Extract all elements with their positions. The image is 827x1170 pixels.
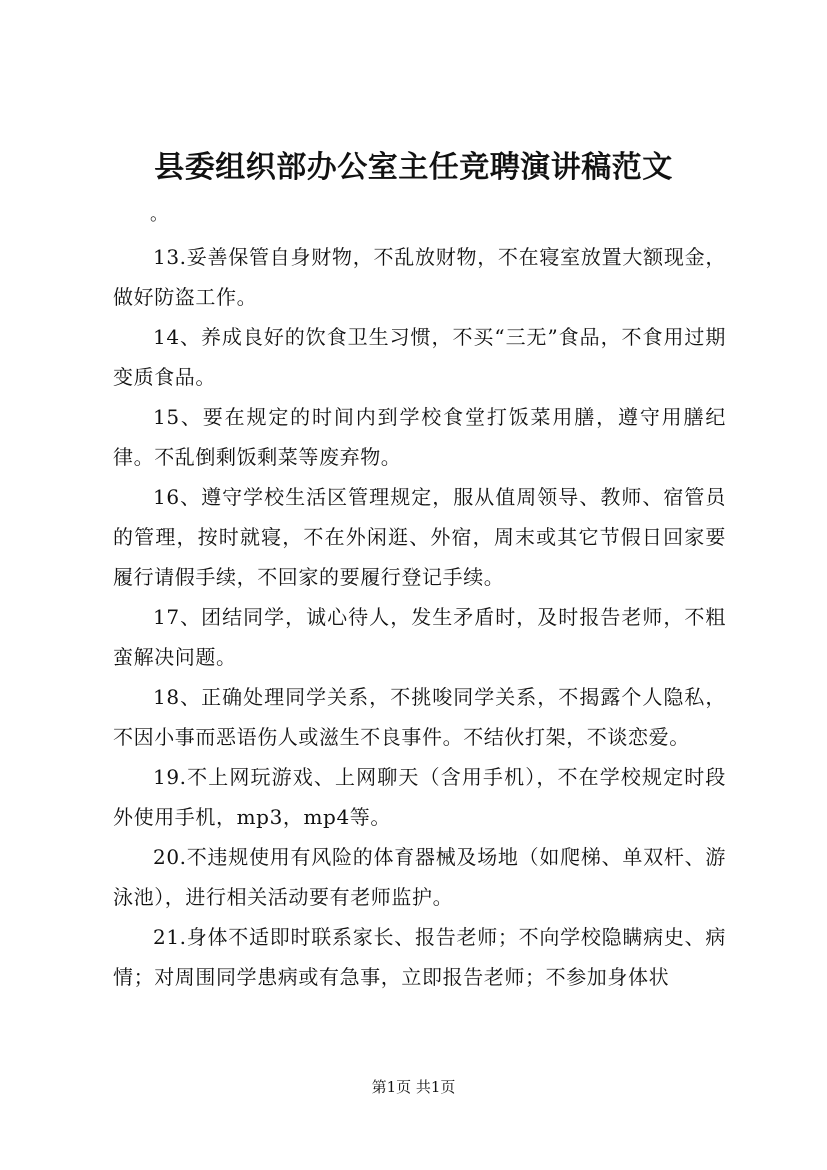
- paragraph-19: 19.不上网玩游戏、上网聊天（含用手机），不在学校规定时段外使用手机，mp3，mp4等。: [113, 765, 726, 829]
- paragraph-20: 20.不违规使用有风险的体育器械及场地（如爬梯、单双杆、游泳池），进行相关活动要有老师监护。: [113, 845, 726, 909]
- paragraph-18: 18、正确处理同学关系，不挑唆同学关系，不揭露个人隐私，不因小事而恶语伤人或滋生不良事件。不结伙打架，不谈恋爱。: [113, 685, 726, 749]
- page-title: 县委组织部办公室主任竞聘演讲稿范文: [154, 150, 673, 185]
- body-text: [113, 237, 726, 997]
- paragraph-17: 17、团结同学，诚心待人，发生矛盾时，及时报告老师，不粗蛮解决问题。: [113, 605, 726, 669]
- paragraph-16: 16、遵守学校生活区管理规定，服从值周领导、教师、宿管员的管理，按时就寝，不在外闲逛、外宿，周末或其它节假日回家要履行请假手续，不回家的要履行登记手续。: [113, 485, 726, 589]
- paragraph-13: 13.妥善保管自身财物，不乱放财物，不在寝室放置大额现金，做好防盗工作。: [113, 245, 726, 309]
- paragraph-14: 14、养成良好的饮食卫生习惯，不买“三无”食品，不食用过期变质食品。: [113, 325, 726, 389]
- stray-punctuation: 。: [150, 204, 168, 225]
- paragraph-15: 15、要在规定的时间内到学校食堂打饭菜用膳，遵守用膳纪律。不乱倒剩饭剩菜等废弃物。: [113, 405, 726, 469]
- paragraph-21: 21.身体不适即时联系家长、报告老师；不向学校隐瞒病史、病情；对周围同学患病或有急事，立即报告老师；不参加身体状: [113, 925, 726, 989]
- page-footer: 第1页 共1页: [371, 1078, 456, 1096]
